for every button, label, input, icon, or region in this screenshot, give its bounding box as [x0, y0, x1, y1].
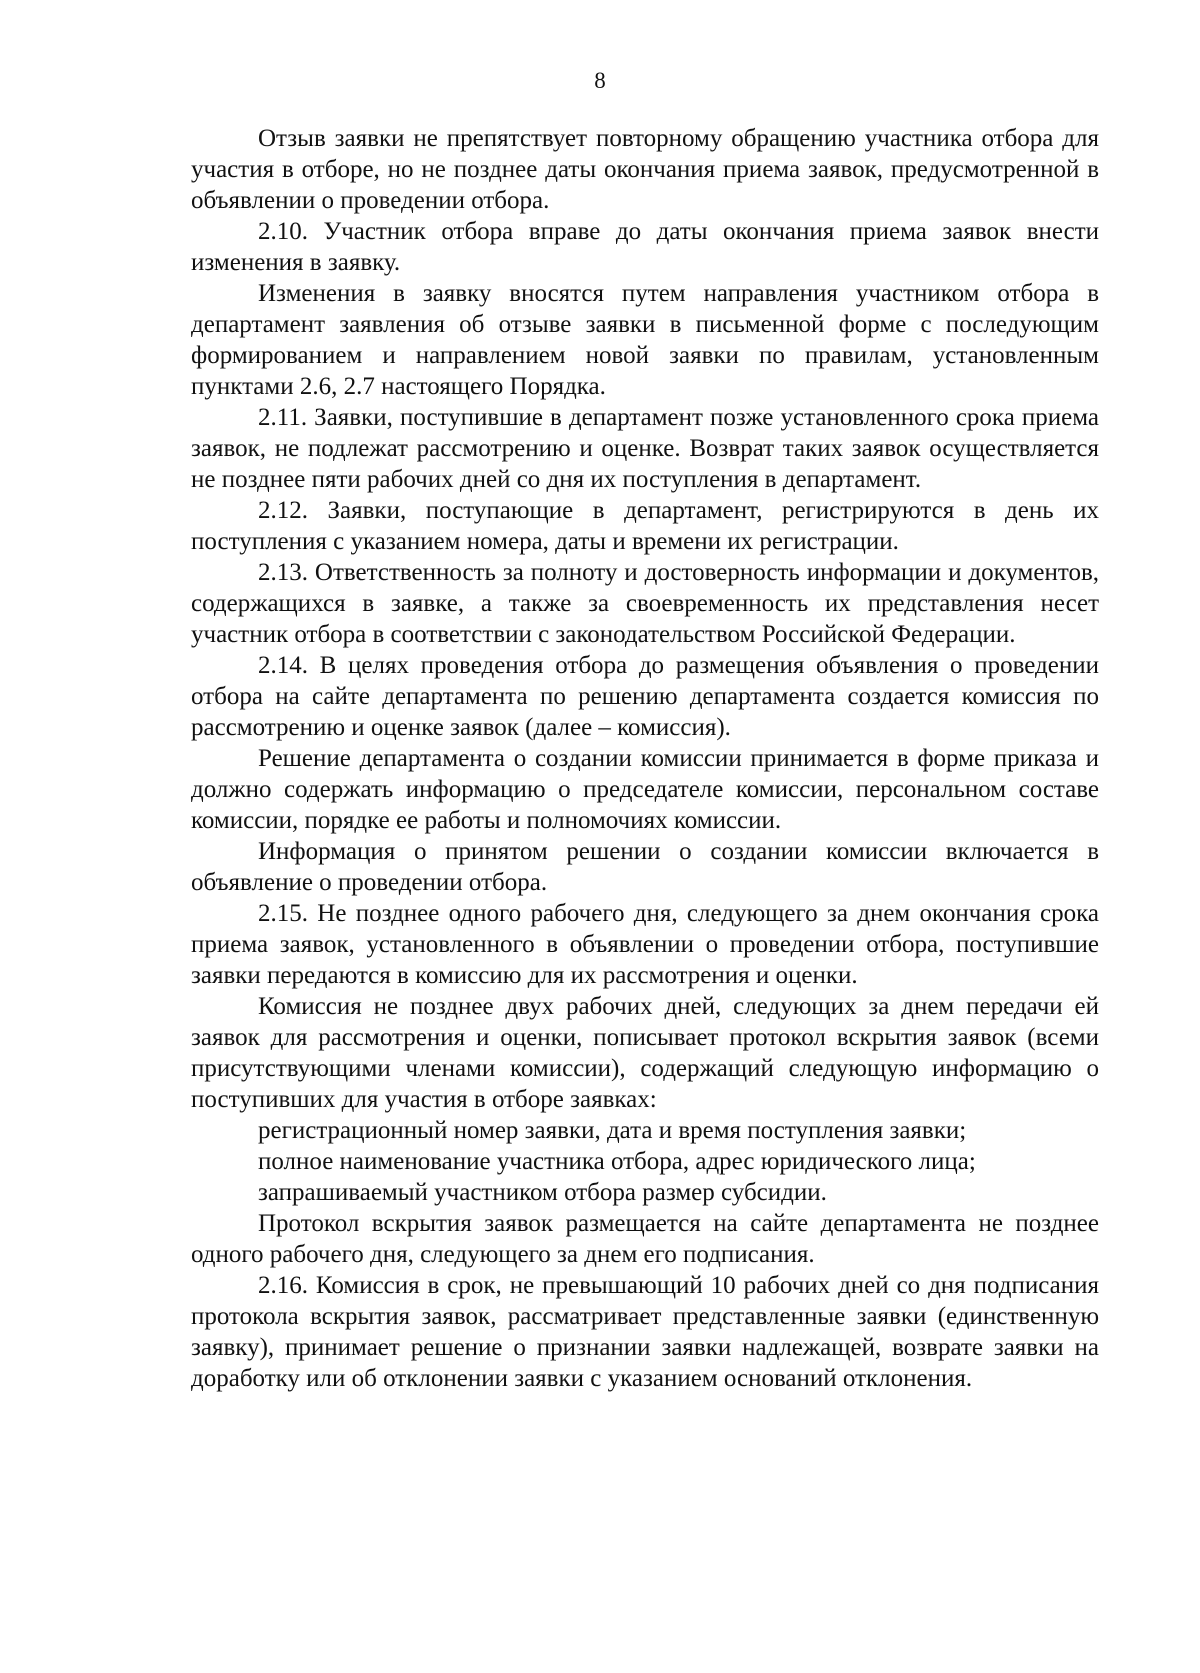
list-item-registration-number: регистрационный номер заявки, дата и время поступления заявки; [258, 1117, 967, 1144]
paragraph-2-13: 2.13. Ответственность за полноту и достоверность информации и документов, содержащихся в заявке, а также за своевременность их представления несет участник отбора в соответствии с законодательством Российской Федерации. [191, 559, 1099, 648]
paragraph-protocol-publication: Протокол вскрытия заявок размещается на сайте департамента не позднее одного рабочего дня, следующего за днем его подписания. [191, 1210, 1099, 1268]
paragraph-withdrawal-note: Отзыв заявки не препятствует повторному обращению участника отбора для участия в отборе, но не позднее даты окончания приема заявок, предусмотренной в объявлении о проведении отбора. [191, 125, 1099, 214]
paragraph-2-11: 2.11. Заявки, поступившие в департамент позже установленного срока приема заявок, не подлежат рассмотрению и оценке. Возврат таких заявок осуществляется не позднее пяти рабочих дней со дня их поступления в департамент. [191, 404, 1099, 493]
paragraph-commission-decision: Решение департамента о создании комиссии принимается в форме приказа и должно содержать информацию о председателе комиссии, персональном составе комиссии, порядке ее работы и полномочиях комиссии. [191, 745, 1099, 834]
list-item-participant-name: полное наименование участника отбора, адрес юридического лица; [258, 1148, 976, 1175]
paragraph-2-14: 2.14. В целях проведения отбора до размещения объявления о проведении отбора на сайте департамента по решению департамента создается комиссия по рассмотрению и оценке заявок (далее – комиссия). [191, 652, 1099, 741]
document-body [191, 123, 1099, 1394]
paragraph-2-15: 2.15. Не позднее одного рабочего дня, следующего за днем окончания срока приема заявок, установленного в объявлении о проведении отбора, поступившие заявки передаются в комиссию для их рассмотрения и оценки. [191, 900, 1099, 989]
page-number: 8 [594, 68, 606, 93]
paragraph-2-16: 2.16. Комиссия в срок, не превышающий 10 рабочих дней со дня подписания протокола вскрытия заявок, рассматривает представленные заявки (единственную заявку), принимает решение о признании заявки надлежащей, возврате заявки на доработку или об отклонении заявки с указанием оснований отклонения. [191, 1272, 1099, 1392]
paragraph-changes: Изменения в заявку вносятся путем направления участником отбора в департамент заявления об отзыве заявки в письменной форме с последующим формированием и направлением новой заявки по правилам, установленным пунктами 2.6, 2.7 настоящего Порядка. [191, 280, 1099, 400]
paragraph-2-10: 2.10. Участник отбора вправе до даты окончания приема заявок внести изменения в заявку. [191, 218, 1099, 276]
list-item-subsidy-amount: запрашиваемый участником отбора размер субсидии. [258, 1179, 827, 1206]
paragraph-commission-info: Информация о принятом решении о создании комиссии включается в объявление о проведении отбора. [191, 838, 1099, 896]
paragraph-opening-protocol: Комиссия не позднее двух рабочих дней, следующих за днем передачи ей заявок для рассмотрения и оценки, пописывает протокол вскрытия заявок (всеми присутствующими членами комиссии), содержащий следующую информацию о поступивших для участия в отборе заявках: [191, 993, 1099, 1113]
paragraph-2-12: 2.12. Заявки, поступающие в департамент, регистрируются в день их поступления с указанием номера, даты и времени их регистрации. [191, 497, 1099, 555]
